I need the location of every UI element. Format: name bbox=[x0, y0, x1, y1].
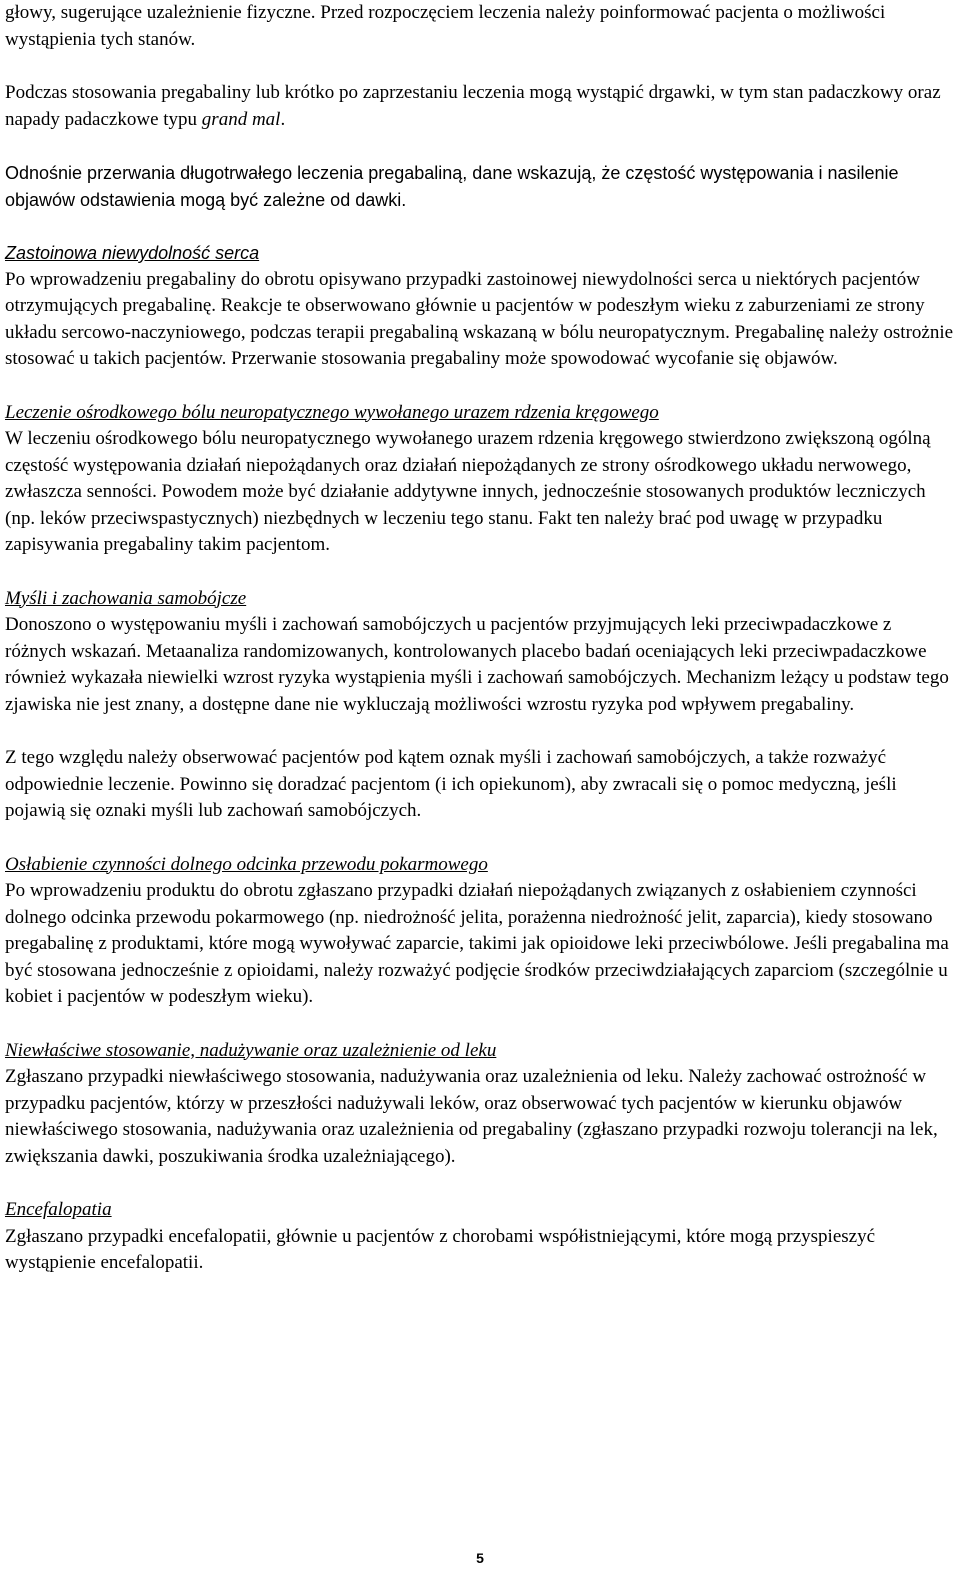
document-body bbox=[5, 0, 955, 1277]
section-heading-encephalopathy: Encefalopatia bbox=[5, 1199, 112, 1220]
section-heading-central-neuropathic-pain: Leczenie ośrodkowego bólu neuropatycznego wywołanego urazem rdzenia kręgowego bbox=[5, 401, 659, 423]
section-heading-congestive-heart-failure: Zastoinowa niewydolność serca bbox=[5, 243, 260, 263]
section-heading-suicidal-thoughts: Myśli i zachowania samobójcze bbox=[5, 587, 247, 609]
intro-paragraph-2-italic: grand mal bbox=[201, 108, 281, 130]
paragraph-gap bbox=[5, 373, 955, 400]
section-paragraph: Donoszono o występowaniu myśli i zachowań samobójczych u pacjentów przyjmujących leki przeciwpadaczkowe z różnych wskazań. Metaanaliza randomizowanych, kontrolowanych placebo badań oceniających leki przeciwpadaczkowe również wykazała niewielki wzrost ryzyka wystąpienia myśli i zachowań samobójczych. Mechanizm leżący u podstaw tego zjawiska nie jest znany, a dostępne dane nie wykluczają możliwości wzrostu ryzyka pod wpływem pregabaliny. bbox=[5, 614, 949, 715]
intro-paragraph-1: głowy, sugerujące uzależnienie fizyczne. Przed rozpoczęciem leczenia należy poinformować pacjenta o możliwości wystąpienia tych stanów. bbox=[5, 2, 886, 50]
section-paragraph: Po wprowadzeniu produktu do obrotu zgłaszano przypadki działań niepożądanych związanych z osłabieniem czynności dolnego odcinka przewodu pokarmowego (np. niedrożność jelita, porażenna niedrożność jelit, zaparcia), kiedy stosowano pregabalinę z produktami, które mogą wywoływać zaparcie, takimi jak opioidowe leki przeciwbólowe. Jeśli pregabalina ma być stosowana jednocześnie z opioidami, należy rozważyć podjęcie środków przeciwdziałających zaparciom (szczególnie u kobiet i pacjentów w podeszłym wieku). bbox=[5, 880, 949, 1007]
paragraph-gap bbox=[5, 825, 955, 852]
intro-paragraph-2 bbox=[5, 80, 955, 133]
intro-paragraph-2-end: . bbox=[280, 108, 286, 130]
section-heading-misuse-abuse-dependence: Niewłaściwe stosowanie, nadużywanie oraz uzależnienie od leku bbox=[5, 1039, 497, 1061]
paragraph-gap bbox=[5, 559, 955, 586]
paragraph-gap bbox=[5, 1011, 955, 1038]
section-paragraph: Z tego względu należy obserwować pacjentów pod kątem oznak myśli i zachowań samobójczych, a także rozważyć odpowiednie leczenie. Powinno się doradzać pacjentom (i ich opiekunom), aby zwracali się o pomoc medyczną, jeśli pojawią się oznaki myśli lub zachowań samobójczych. bbox=[5, 747, 897, 821]
page-number: 5 bbox=[476, 1550, 484, 1566]
section-heading-lower-gi-function: Osłabienie czynności dolnego odcinka przewodu pokarmowego bbox=[5, 853, 488, 875]
paragraph-gap bbox=[5, 213, 955, 240]
section-paragraph: W leczeniu ośrodkowego bólu neuropatycznego wywołanego urazem rdzenia kręgowego stwierdzono zwiększoną ogólną częstość występowania działań niepożądanych oraz działań niepożądanych ze strony ośrodkowego układu nerwowego, zwłaszcza senności. Powodem może być działanie addytywne innych, jednocześnie stosowanych produktów leczniczych (np. leków przeciwspastycznych) niezbędnych w leczeniu tego stanu. Fakt ten należy brać pod uwagę w przypadku zapisywania pregabaliny takim pacjentom. bbox=[5, 428, 931, 555]
section-paragraph: Zgłaszano przypadki encefalopatii, głównie u pacjentów z chorobami współistniejącymi, które mogą przyspieszyć wystąpienie encefalopatii. bbox=[5, 1225, 876, 1273]
intro-paragraph-3: Odnośnie przerwania długotrwałego leczenia pregabaliną, dane wskazują, że częstość występowania i nasilenie objawów odstawienia mogą być zależne od dawki. bbox=[5, 163, 899, 210]
intro-paragraph-2-text: Podczas stosowania pregabaliny lub krótko po zaprzestaniu leczenia mogą wystąpić drgawki, w tym stan padaczkowy oraz napady padaczkowe typu bbox=[5, 82, 941, 130]
paragraph-gap bbox=[5, 133, 955, 160]
section-paragraph: Po wprowadzeniu pregabaliny do obrotu opisywano przypadki zastoinowej niewydolności serca u niektórych pacjentów otrzymujących pregabalinę. Reakcje te obserwowano głównie u pacjentów w podeszłym wieku z zaburzeniami ze strony układu sercowo-naczyniowego, podczas terapii pregabaliną wskazaną w bólu neuropatycznym. Pregabalinę należy ostrożnie stosować u takich pacjentów. Przerwanie stosowania pregabaliny może spowodować wycofanie się objawów. bbox=[5, 268, 954, 369]
section-paragraph: Zgłaszano przypadki niewłaściwego stosowania, nadużywania oraz uzależnienia od leku. Należy zachować ostrożność w przypadku pacjentów, którzy w przeszłości nadużywali leków, oraz obserwować tych pacjentów w kierunku objawów niewłaściwego stosowania, nadużywania oraz uzależnienia od pregabaliny (zgłaszano przypadki rozwoju tolerancji na lek, zwiększania dawki, poszukiwania środka uzależniającego). bbox=[5, 1066, 938, 1167]
paragraph-gap bbox=[5, 53, 955, 80]
paragraph-gap bbox=[5, 718, 955, 745]
paragraph-gap bbox=[5, 1170, 955, 1197]
